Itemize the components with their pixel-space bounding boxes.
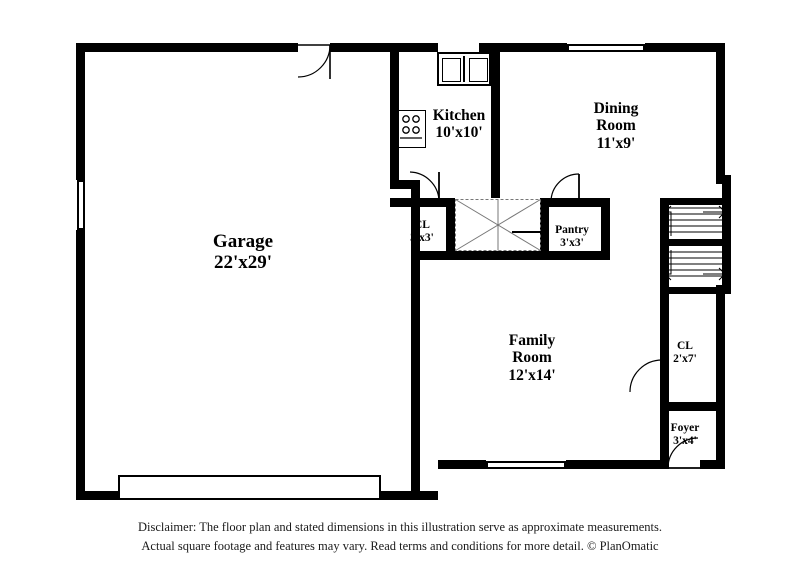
- room-label-pantry: Pantry 3'x3': [555, 224, 589, 249]
- garage-door-outline-left: [118, 475, 120, 500]
- wall-bottom-garage-right: [381, 491, 438, 500]
- wall-entry-closet-bottom: [660, 402, 725, 411]
- door-garage-exterior: [296, 43, 336, 85]
- disclaimer-text: [0, 518, 800, 556]
- laundry-shelf-line: [512, 231, 542, 233]
- window-garage-inner: [83, 180, 85, 230]
- door-pantry: [549, 172, 591, 204]
- room-label-closet-hall: CL 3'x3': [410, 219, 434, 244]
- window-kitchen-outer: [567, 44, 645, 46]
- room-label-foyer: Foyer 3'x4': [670, 422, 700, 447]
- window-kitchen-jamb-left: [567, 44, 569, 52]
- window-kitchen-jamb-right: [643, 44, 645, 52]
- stairs-upper-icon: [663, 203, 729, 241]
- wall-bottom-left: [76, 491, 118, 500]
- garage-door-outline-bottom: [118, 498, 381, 500]
- wall-bottom-family-right: [566, 460, 660, 469]
- door-kitchen-hall: [399, 170, 443, 204]
- wall-stairs-bottom: [660, 287, 730, 294]
- garage-door-outline-right: [379, 475, 381, 500]
- stairs-lower-icon: [663, 248, 729, 286]
- wall-top-dining: [645, 43, 724, 52]
- wall-top-kitchen: [479, 43, 567, 52]
- wall-pantry-bottom: [446, 251, 609, 260]
- wall-left-lower: [76, 230, 85, 500]
- disclaimer-line-2: Actual square footage and features may vary. Read terms and conditions for more detail. © PlanOmatic: [141, 538, 659, 553]
- window-family-outer: [486, 461, 566, 463]
- wall-left-upper: [76, 43, 85, 180]
- window-family-jamb-left: [486, 461, 488, 469]
- sink-basin-left: [442, 58, 461, 82]
- window-family-inner: [486, 467, 566, 469]
- wall-top-garage-left: [76, 43, 298, 52]
- wall-right-dining: [716, 43, 725, 183]
- room-label-garage: Garage 22'x29': [212, 231, 274, 274]
- sink-outline-bottom: [437, 84, 491, 86]
- garage-door-outline-top: [118, 475, 381, 477]
- window-kitchen-inner: [567, 50, 645, 52]
- sink-outline-left: [437, 52, 439, 86]
- room-label-dining-room: Dining Room 11'x9': [593, 100, 639, 152]
- window-family-jamb-right: [564, 461, 566, 469]
- sink-divider: [463, 56, 465, 82]
- room-label-kitchen: Kitchen 10'x10': [432, 107, 486, 142]
- wall-right-lower: [716, 285, 725, 469]
- room-label-closet-entry: CL 2'x7': [673, 340, 697, 365]
- window-garage-outer: [77, 180, 79, 230]
- wall-top-garage-right: [330, 43, 438, 52]
- window-garage-jamb-bottom: [77, 228, 85, 230]
- sink-outline-top: [437, 52, 491, 54]
- window-garage-jamb-top: [77, 180, 85, 182]
- wall-bottom-family-left: [438, 460, 486, 469]
- sink-outline-right: [489, 52, 491, 86]
- room-label-family-room: Family Room 12'x14': [508, 332, 556, 384]
- washer-dryer-icon: [455, 199, 541, 251]
- disclaimer-line-1: Disclaimer: The floor plan and stated dimensions in this illustration serve as approximate measurements.: [138, 520, 662, 534]
- sink-basin-right: [469, 58, 488, 82]
